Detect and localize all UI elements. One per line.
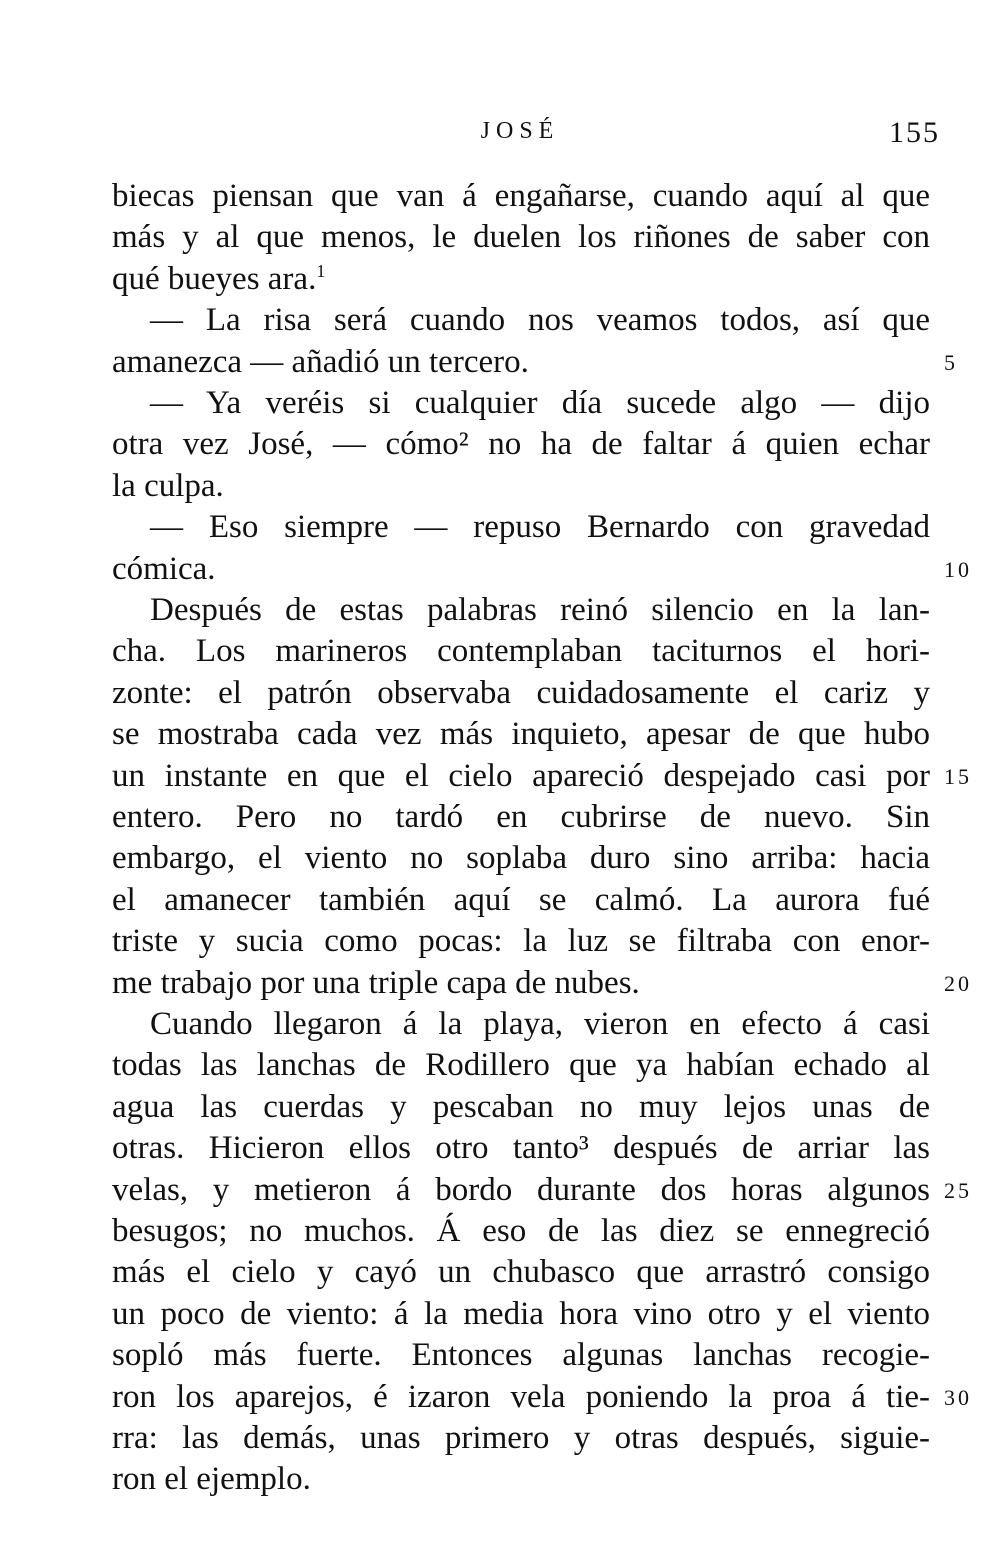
text-line: velas, y metieron á bordo durante dos horas algunos xyxy=(112,1171,930,1208)
line-number: 30 xyxy=(944,1384,972,1410)
page-number: 155 xyxy=(889,116,940,149)
line-number: 25 xyxy=(944,1177,972,1203)
text-line: besugos; no muchos. Á eso de las diez se ennegreció xyxy=(112,1213,930,1249)
text-line: biecas piensan que van á engañarse, cuando aquí al que xyxy=(112,178,930,214)
line-number: 5 xyxy=(944,349,958,375)
text-line: — La risa será cuando nos veamos todos, así que xyxy=(150,302,930,339)
text-line: Después de estas palabras reinó silencio en la lan- xyxy=(150,592,930,628)
text-line: rra: las demás, unas primero y otras después, siguie- xyxy=(112,1420,930,1456)
text-line: — Eso siempre — repuso Bernardo con gravedad xyxy=(150,509,930,546)
text-line: qué bueyes ara.$^1$ xyxy=(112,260,326,297)
text-line: ron el ejemplo. xyxy=(112,1461,311,1498)
line-number: 15 xyxy=(944,763,972,789)
text-line: un poco de viento: á la media hora vino otro y el viento xyxy=(112,1295,930,1332)
text-line: amanezca — añadió un tercero. xyxy=(112,343,529,380)
text-line: embargo, el viento no soplaba duro sino arriba: hacia xyxy=(112,840,930,877)
text-line: otras. Hicieron ellos otro tanto³ después de arriar las xyxy=(112,1130,930,1167)
page-header-title: JOSÉ xyxy=(480,118,560,144)
footnote-marker: 1 xyxy=(316,260,326,281)
text-line: cómica. xyxy=(112,550,216,587)
text-line: cha. Los marineros contemplaban taciturnos el hori- xyxy=(112,633,930,670)
text-line: entero. Pero no tardó en cubrirse de nuevo. Sin xyxy=(112,799,930,835)
text-line: Cuando llegaron á la playa, vieron en efecto á casi xyxy=(150,1006,930,1042)
text-line: agua las cuerdas y pescaban no muy lejos unas de xyxy=(112,1088,930,1125)
text-line: ron los aparejos, é izaron vela poniendo la proa á tie- xyxy=(112,1378,930,1415)
text-line: un instante en que el cielo apareció despejado casi por xyxy=(112,757,930,794)
text-line: más el cielo y cayó un chubasco que arrastró consigo xyxy=(112,1254,930,1291)
text-line: otra vez José, — cómo² no ha de faltar á quien echar xyxy=(112,426,930,463)
text-line: — Ya veréis si cualquier día sucede algo — dijo xyxy=(150,385,930,421)
text-line: la culpa. xyxy=(112,467,224,504)
text-line: zonte: el patrón observaba cuidadosamente el cariz y xyxy=(112,674,930,711)
line-number: 20 xyxy=(944,970,972,996)
text-line: se mostraba cada vez más inquieto, apesar de que hubo xyxy=(112,716,930,753)
text-line: triste y sucia como pocas: la luz se filtraba con enor- xyxy=(112,923,930,960)
text-line: me trabajo por una triple capa de nubes. xyxy=(112,964,640,1001)
text-line: más y al que menos, le duelen los riñones de saber con xyxy=(112,219,930,256)
text-line: sopló más fuerte. Entonces algunas lanchas recogie- xyxy=(112,1337,930,1374)
line-number: 10 xyxy=(944,556,972,582)
text-line: el amanecer también aquí se calmó. La aurora fué xyxy=(112,881,930,918)
text-line: todas las lanchas de Rodillero que ya habían echado al xyxy=(112,1047,930,1084)
